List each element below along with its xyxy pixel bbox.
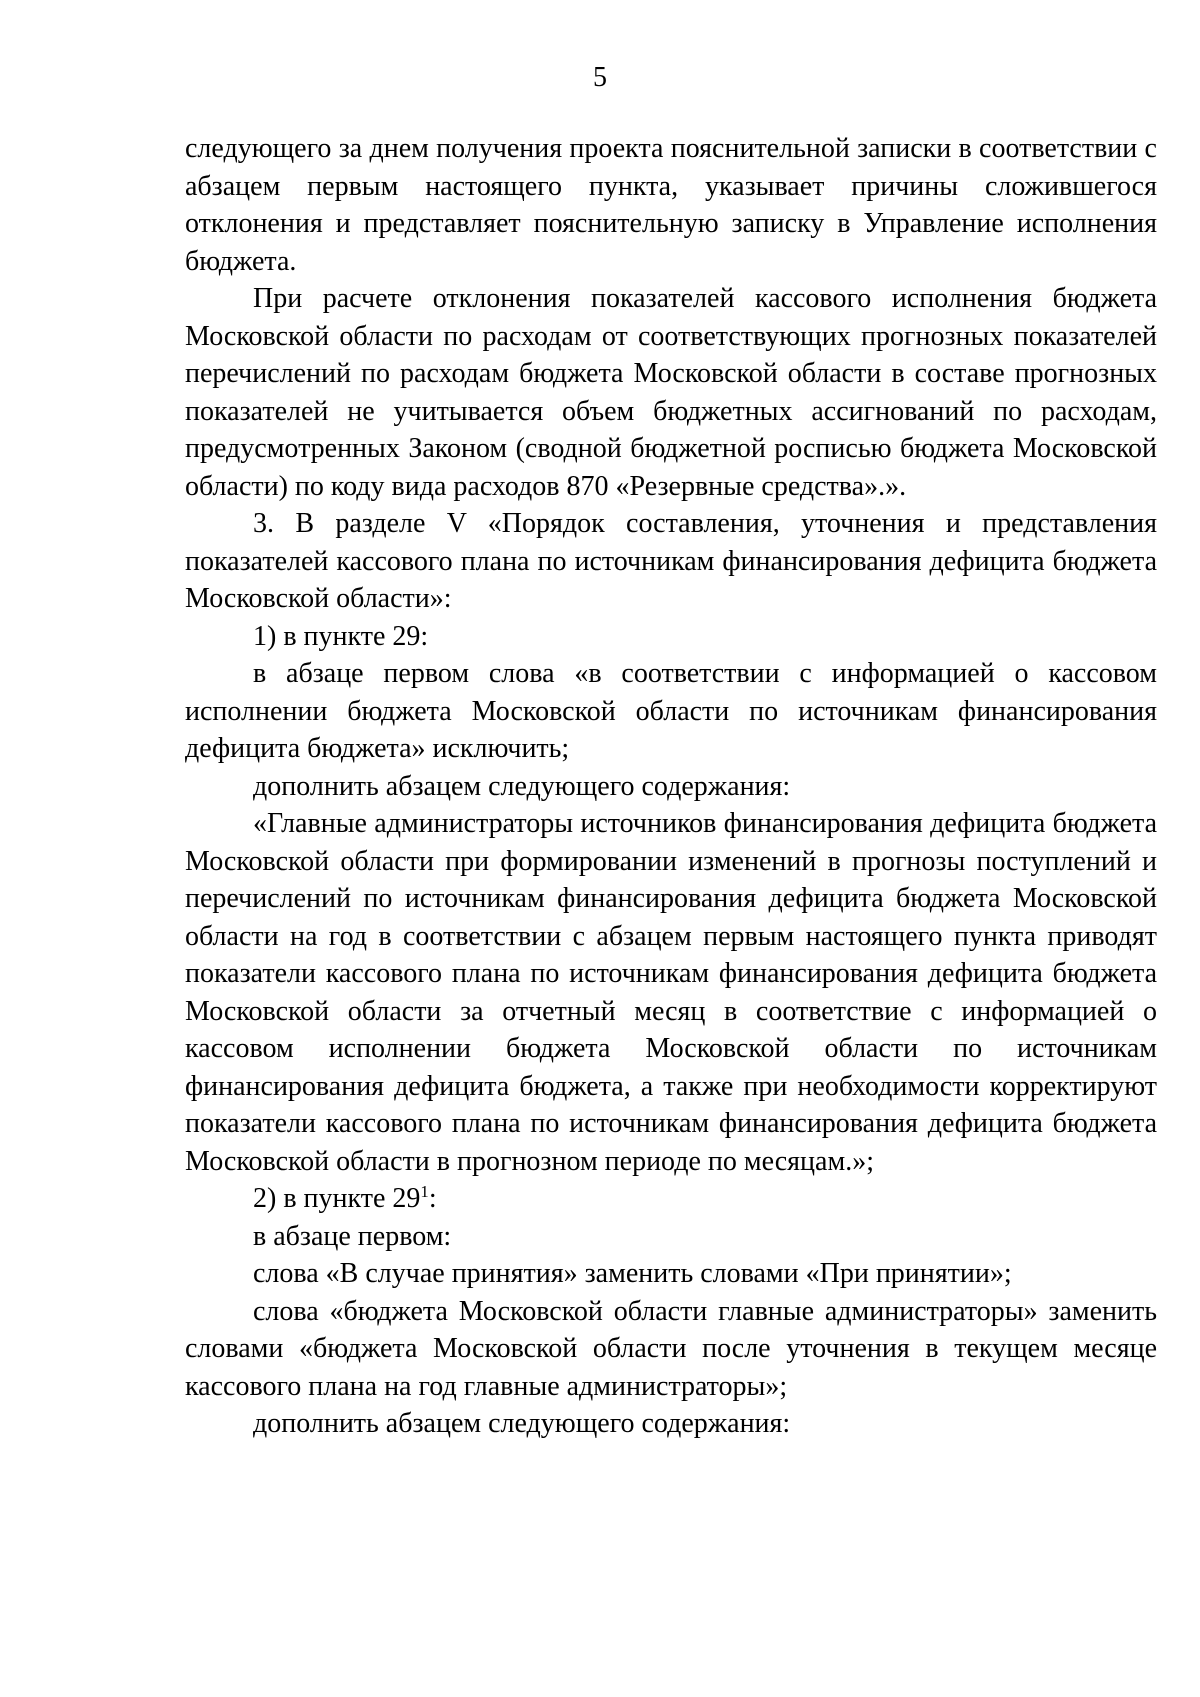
paragraph-item-1: 1) в пункте 29: xyxy=(253,620,429,652)
item-2-suffix: : xyxy=(428,1183,437,1214)
document-body xyxy=(185,130,1157,1443)
paragraph-item-2 xyxy=(185,1180,1157,1218)
paragraph-first-abzac: в абзаце первом слова «в соответствии с информацией о кассовом исполнении бюджета Московской области по источникам финансирования дефицита бюджета» исключить; xyxy=(185,658,1157,764)
paragraph-replace-words-1: слова «В случае принятия» заменить словами «При принятии»; xyxy=(253,1258,1012,1289)
page-number: 5 xyxy=(593,62,607,93)
item-2-superscript: 1 xyxy=(420,1181,429,1201)
paragraph-in-first-abzac: в абзаце первом: xyxy=(253,1220,452,1252)
paragraph-continuation: следующего за днем получения проекта пояснительной записки в соответствии с абзацем первым настоящего пункта, указывает причины сложившегося отклонения и представляет пояснительную записку в Управление исполнения бюджета. xyxy=(185,133,1157,277)
item-2-prefix: 2) в пункте 29 xyxy=(253,1183,421,1214)
paragraph-add-abzac: дополнить абзацем следующего содержания: xyxy=(253,770,791,802)
paragraph-quoted-text: «Главные администраторы источников финансирования дефицита бюджета Московской области при формировании изменений в прогнозы поступлений и перечислений по источникам финансирования дефицита бюджета Московской области на год в соответствии с абзацем первым настоящего пункта приводят показатели кассового плана по источникам финансирования дефицита бюджета Московской области за отчетный месяц в соответствие с информацией о кассовом исполнении бюджета Московской области по источникам финансирования дефицита бюджета, а также при необходимости корректируют показатели кассового плана по источникам финансирования дефицита бюджета Московской области в прогнозном периоде по месяцам.»; xyxy=(185,808,1157,1177)
paragraph-deviation-calculation: При расчете отклонения показателей кассового исполнения бюджета Московской области по расходам от соответствующих прогнозных показателей перечислений по расходам бюджета Московской области в составе прогнозных показателей не учитывается объем бюджетных ассигнований по расходам, предусмотренных Законом (сводной бюджетной росписью бюджета Московской области) по коду вида расходов 870 «Резервные средства».». xyxy=(185,283,1157,502)
paragraph-add-abzac-2: дополнить абзацем следующего содержания: xyxy=(253,1408,791,1439)
paragraph-replace-words-2: слова «бюджета Московской области главные администраторы» заменить словами «бюджета Московской области после уточнения в текущем месяце кассового плана на год главные администраторы»; xyxy=(185,1295,1157,1402)
paragraph-section-v: 3. В разделе V «Порядок составления, уточнения и представления показателей кассового плана по источникам финансирования дефицита бюджета Московской области»: xyxy=(185,508,1157,614)
